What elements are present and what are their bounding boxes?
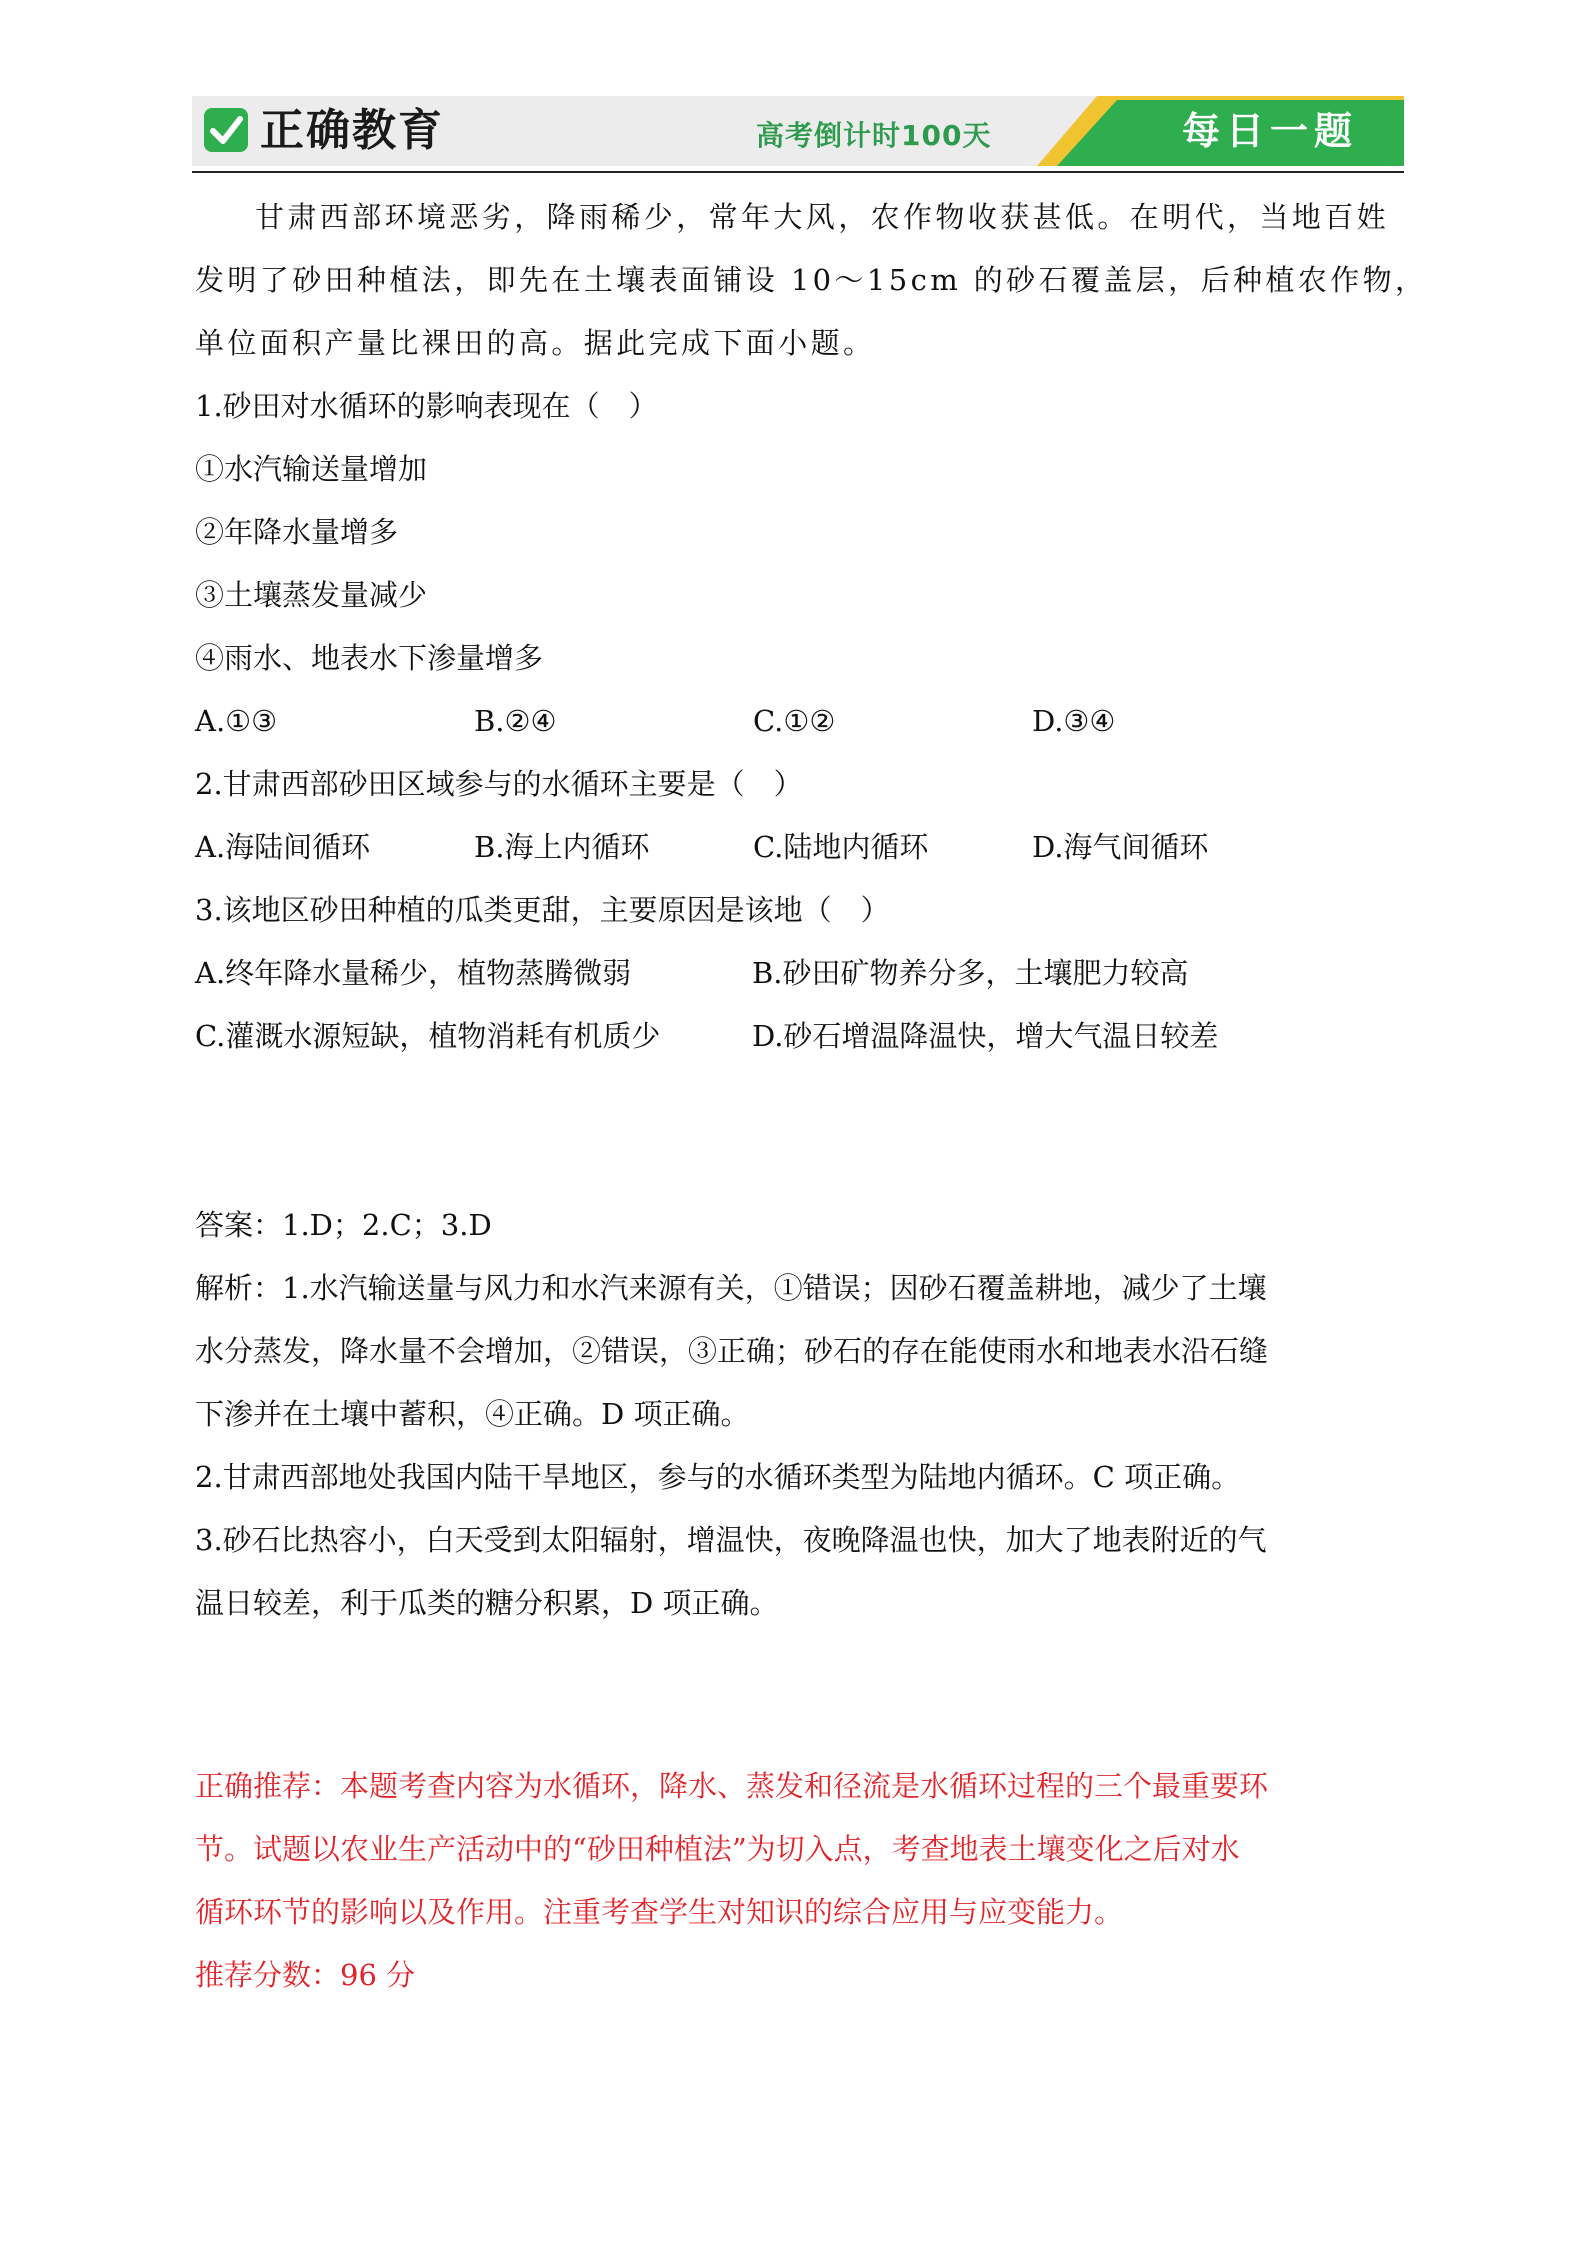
option-c: C.陆地内循环 xyxy=(753,830,929,864)
analysis-line: 水分蒸发，降水量不会增加，②错误，③正确；砂石的存在能使雨水和地表水沿石缝 xyxy=(195,1334,1269,1368)
option-d: D.③④ xyxy=(1032,704,1116,738)
question-stem: 2.甘肃西部砂田区域参与的水循环主要是（ ） xyxy=(195,767,803,801)
document-body xyxy=(195,186,1428,2007)
daily-question-label: 每日一题 xyxy=(1181,109,1358,153)
analysis-line: 2.甘肃西部地处我国内陆干旱地区，参与的水循环类型为陆地内循环。C 项正确。 xyxy=(195,1460,1241,1494)
passage-line: 单位面积产量比裸田的高。据此完成下面小题。 xyxy=(195,326,876,360)
option-c: C.灌溉水源短缺，植物消耗有机质少 xyxy=(195,1019,661,1053)
check-icon xyxy=(204,108,248,152)
statement: ①水汽输送量增加 xyxy=(195,452,428,486)
question-stem: 3.该地区砂田种植的瓜类更甜，主要原因是该地（ ） xyxy=(195,893,890,927)
analysis-line: 解析：1.水汽输送量与风力和水汽来源有关，①错误；因砂石覆盖耕地，减少了土壤 xyxy=(195,1271,1267,1305)
question-stem: 1.砂田对水循环的影响表现在（ ） xyxy=(195,389,658,423)
recommendation-line: 节。试题以农业生产活动中的“砂田种植法”为切入点，考查地表土壤变化之后对水 xyxy=(195,1832,1240,1866)
option-b: B.砂田矿物养分多，土壤肥力较高 xyxy=(752,956,1189,990)
options-row xyxy=(195,942,1410,1005)
option-a: A.终年降水量稀少，植物蒸腾微弱 xyxy=(195,956,632,990)
analysis-line: 3.砂石比热容小，白天受到太阳辐射，增温快，夜晚降温也快，加大了地表附近的气 xyxy=(195,1523,1267,1557)
header-divider xyxy=(192,171,1404,173)
answer-section xyxy=(195,1194,1410,1635)
recommendation-line: 正确推荐：本题考查内容为水循环，降水、蒸发和径流是水循环过程的三个最重要环 xyxy=(195,1769,1269,1803)
question-3 xyxy=(195,879,1410,1068)
option-d: D.海气间循环 xyxy=(1032,830,1209,864)
analysis-line: 下渗并在土壤中蓄积，④正确。D 项正确。 xyxy=(195,1397,750,1431)
question-2 xyxy=(195,753,1410,879)
question-1 xyxy=(195,375,1410,753)
statement: ③土壤蒸发量减少 xyxy=(195,578,428,612)
option-a: A.海陆间循环 xyxy=(195,830,371,864)
spacer xyxy=(195,1068,1410,1194)
option-b: B.海上内循环 xyxy=(474,830,650,864)
option-a: A.①③ xyxy=(195,704,278,738)
options-row xyxy=(195,1005,1410,1068)
option-d: D.砂石增温降温快，增大气温日较差 xyxy=(752,1019,1219,1053)
analysis-line: 温日较差，利于瓜类的糖分积累，D 项正确。 xyxy=(195,1586,779,1620)
option-b: B.②④ xyxy=(474,704,557,738)
options-row xyxy=(195,690,1410,753)
option-c: C.①② xyxy=(753,704,836,738)
header-banner xyxy=(192,96,1404,166)
spacer xyxy=(195,1635,1410,1755)
recommendation-score: 推荐分数：96 分 xyxy=(195,1958,416,1992)
passage-line: 发明了砂田种植法，即先在土壤表面铺设 10～15cm 的砂石覆盖层，后种植农作物， xyxy=(195,263,1428,297)
passage-line: 甘肃西部环境恶劣，降雨稀少，常年大风，农作物收获甚低。在明代，当地百姓 xyxy=(255,200,1390,234)
recommendation-section xyxy=(195,1755,1410,2007)
answer-line: 答案：1.D；2.C；3.D xyxy=(195,1208,492,1242)
recommendation-line: 循环环节的影响以及作用。注重考查学生对知识的综合应用与应变能力。 xyxy=(195,1895,1124,1929)
statement: ④雨水、地表水下渗量增多 xyxy=(195,641,544,675)
brand-name: 正确教育 xyxy=(260,105,444,156)
countdown-label: 高考倒计时100天 xyxy=(756,119,992,152)
options-row xyxy=(195,816,1410,879)
statement: ②年降水量增多 xyxy=(195,515,399,549)
passage xyxy=(195,186,1428,375)
